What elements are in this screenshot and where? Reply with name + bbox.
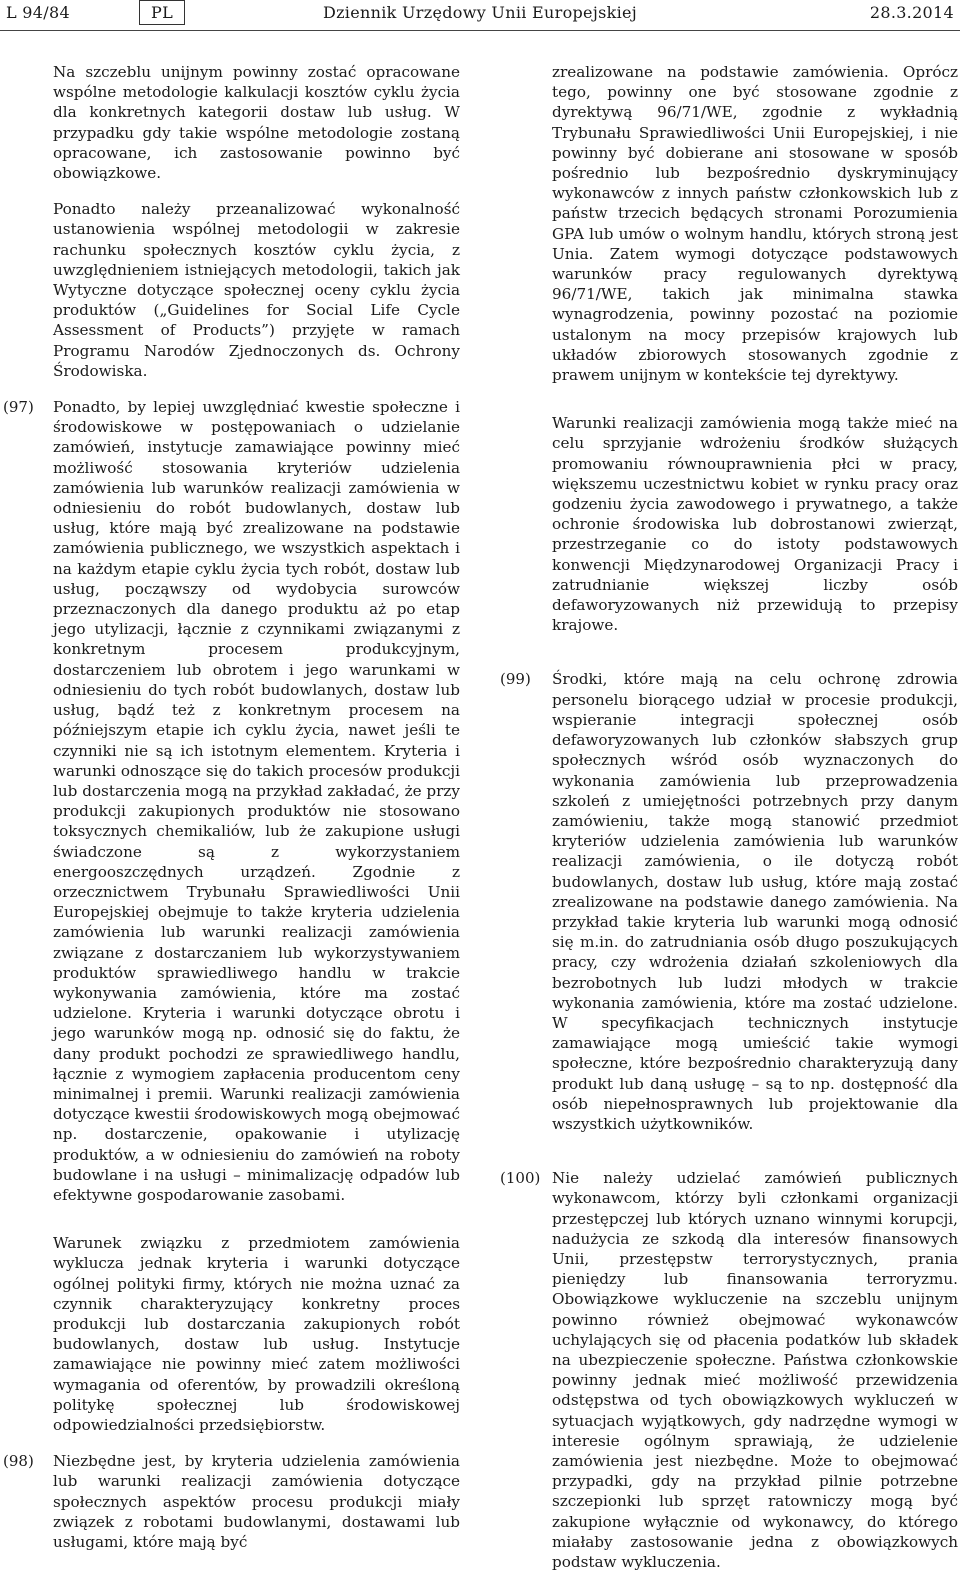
recital-number: (99) xyxy=(500,670,531,689)
paragraph: Ponadto należy przeanalizować wykonalność ustanowienia wspólnej metodologii w zakresie rachunku społecznych kosztów cyklu życia, z uwzględnieniem istniejących metodologii, takich jak Wytyczne dotyczące społecznej oceny cyklu życia produktów („Guidelines for Social Life Cycle Assessment of Products”) przyjęte w ramach Programu Narodów Zjednoczonych ds. Ochrony Środowiska. xyxy=(53,200,460,380)
recital-100 xyxy=(500,1168,958,1572)
paragraph: Nie należy udzielać zamówień publicznych wykonawcom, którzy byli członkami organizacji przestępczej lub których uznano winnymi korupcji, nadużycia ze szkodą dla interesów finansowych Unii, przestępstw terrorystycznych, prania pieniędzy lub finansowania terroryzmu. Obowiązkowe wykluczenie na szczeblu unijnym powinno również obejmować wykonawców uchylających się od płacenia podatków lub składek na ubezpieczenie społeczne. Państwa członkowskie powinny jednak mieć możliwość przewidzenia odstępstwa od tych obowiązkowych wykluczeń w sytuacjach wyjątkowych, gdy nadrzędne wymogi w interesie ogólnym sprawiają, że udzielenie zamówienia jest niezbędne. Może to obejmować przypadki, gdy na przykład pilnie potrzebne szczepionki lub sprzęt ratowniczy mogą być zakupione wyłącznie od wykonawcy, do którego miałaby zastosowanie jedna z obowiązkowych podstaw wykluczenia. xyxy=(552,1169,958,1572)
left-column xyxy=(3,62,460,1552)
paragraph: Niezbędne jest, by kryteria udzielenia zamówienia lub warunki realizacji zamówienia dotyczące społecznych aspektów procesu produkcji miały związek z robotami budowlanymi, dostawami lub usługami, które mają być xyxy=(53,1452,460,1552)
paragraph: Środki, które mają na celu ochronę zdrowia personelu biorącego udział w procesie produkcji, wspieranie integracji społecznej osób defaworyzowanych lub członków słabszych grup społecznych wśród osób wyznaczonych do wykonania zamówienia lub przeprowadzenia szkoleń z umiejętności potrzebnych przy danym zamówieniu, także mogą stanowić przedmiot kryteriów udzielenia zamówienia lub warunków realizacji zamówienia, o ile dotyczą robót budowlanych, dostaw lub usług, które mają zostać zrealizowane na podstawie danego zamówienia. Na przykład takie kryteria lub warunki mogą odnosić się m.in. do zatrudniania osób długo poszukujących pracy, czy wdrożenia działań szkoleniowych dla bezrobotnych lub ludzi młodych w trakcie wykonania zamówienia, które ma zostać udzielone. W specyfikacjach technicznych instytucje zamawiające mogą umieścić takie wymogi społeczne, które bezpośrednio charakteryzują dany produkt lub daną usługę – są to np. dostępność dla osób niepełnosprawnych lub projektowanie dla wszystkich użytkowników. xyxy=(552,670,958,1133)
recital-number: (97) xyxy=(3,398,34,417)
paragraph: Na szczeblu unijnym powinny zostać opracowane wspólne metodologie kalkulacji kosztów cyklu życia dla konkretnych kategorii dostaw lub usług. W przypadku gdy takie wspólne metodologie zostaną opracowane, ich zastosowanie powinno być obowiązkowe. xyxy=(53,63,460,183)
recital-98 xyxy=(3,1451,460,1552)
language-badge: PL xyxy=(139,0,185,25)
journal-title: Dziennik Urzędowy Unii Europejskiej xyxy=(322,3,638,22)
recital-99 xyxy=(500,669,958,1134)
recital-97 xyxy=(3,397,460,1435)
recital-number: (100) xyxy=(500,1169,541,1188)
publication-date: 28.3.2014 xyxy=(869,3,954,22)
paragraph: Warunki realizacji zamówienia mogą także mieć na celu sprzyjanie wdrożeniu środków służących promowaniu równouprawnienia płci w pracy, większemu uczestnictwu kobiet w rynku pracy oraz godzeniu życia zawodowego i prywatnego, a także ochronie środowiska lub dobrostanowi zwierząt, przestrzeganie co do istoty podstawowych konwencji Międzynarodowej Organizacji Pracy i zatrudnianie większej liczby osób defaworyzowanych niż przewidują to przepisy krajowe. xyxy=(552,414,958,635)
paragraph: zrealizowane na podstawie zamówienia. Oprócz tego, powinny one być stosowane zgodnie z dyrektywą 96/71/WE, zgodnie z wykładnią Trybunału Sprawiedliwości Unii Europejskiej, i nie powinny być dobierane ani stosowane w sposób pośrednio lub bezpośrednio dyskryminujący wykonawców z innych państw członkowskich lub z państw trzecich będących stronami Porozumienia GPA lub umów o wolnym handlu, których stroną jest Unia. Zatem wymogi dotyczące podstawowych warunków pracy regulowanych dyrektywą 96/71/WE, takich jak minimalna stawka wynagrodzenia, powinny pozostać na poziomie ustalonym na mocy przepisów krajowych lub układów zbiorowych stosowanych zgodnie z prawem unijnym w kontekście tej dyrektywy. xyxy=(552,63,958,385)
paragraph: Warunek związku z przedmiotem zamówienia wyklucza jednak kryteria i warunki dotyczące ogólnej polityki firmy, których nie można uznać za czynnik charakteryzujący konkretny proces produkcji lub dostarczania zakupionych robót budowlanych, dostaw lub usług. Instytucje zamawiające nie powinny mieć zatem możliwości wymagania od oferentów, by prowadzili określoną politykę społecznej lub środowiskowej odpowiedzialności przedsiębiorstw. xyxy=(53,1234,460,1434)
paragraph: Ponadto, by lepiej uwzględniać kwestie społeczne i środowiskowe w postępowaniach o udzielanie zamówień, instytucje zamawiające powinny mieć możliwość stosowania kryteriów udzielenia zamówienia lub warunków realizacji zamówienia w odniesieniu do robót budowlanych, dostaw lub usług, które mają być zrealizowane na podstawie zamówienia publicznego, we wszystkich aspektach i na każdym etapie cyklu życia tych robót, dostaw lub usług, począwszy od wydobycia surowców przeznaczonych dla danego produktu aż po etap jego utylizacji, łącznie z czynnikami związanymi z konkretnym procesem produkcyjnym, dostarczeniem lub obrotem i jego warunkami w odniesieniu do tych robót budowlanych, dostaw lub usług, bądź też z konkretnym procesem na późniejszym etapie ich cyklu życia, nawet jeśli te czynniki nie są ich istotnym elementem. Kryteria i warunki odnoszące się do takich procesów produkcji lub dostarczenia mogą na przykład zakładać, że przy produkcji zakupionych produktów nie stosowano toksycznych chemikaliów, lub że zakupione usługi świadczone są z wykorzystaniem energooszczędnych urządzeń. Zgodnie z orzecznictwem Trybunału Sprawiedliwości Unii Europejskiej obejmuje to także kryteria udzielenia zamówienia lub warunki realizacji zamówienia związane z dostarczaniem lub wykorzystywaniem produktów sprawiedliwego handlu w trakcie wykonywania zamówienia, które ma zostać udzielone. Kryteria i warunki dotyczące obrotu i jego warunków mogą np. odnosić się do faktu, że dany produkt pochodzi ze sprawiedliwego handlu, łącznie z wymogiem zapłacenia producentom ceny minimalnej i premii. Warunki realizacji zamówienia dotyczące kwestii środowiskowych mogą obejmować np. dostarczenie, opakowanie i utylizację produktów, a w odniesieniu do zamówień na roboty budowlane i na usługi – minimalizację odpadów lub efektywne gospodarowanie zasobami. xyxy=(53,398,460,1204)
page-header xyxy=(0,0,960,31)
right-column xyxy=(500,62,958,1572)
page-reference: L 94/84 xyxy=(6,3,70,22)
recital-number: (98) xyxy=(3,1452,34,1471)
